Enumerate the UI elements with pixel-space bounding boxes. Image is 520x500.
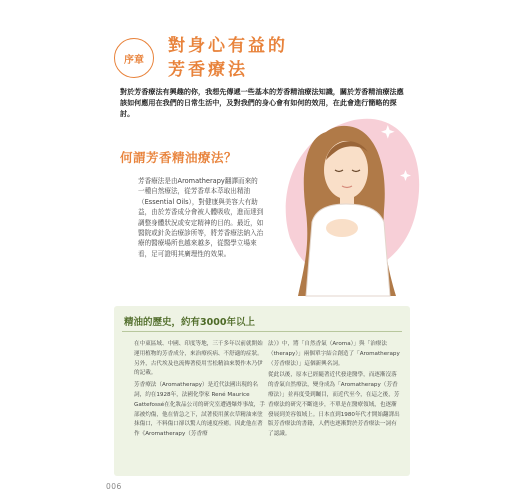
title-line-1: 對身心有益的	[168, 36, 288, 56]
intro-paragraph: 對於芳香療法有興趣的你，我想先傳遞一些基本的芳香精油療法知識，關於芳香精油療法應該如何應用在我們的日常生活中，及對我們的身心會有如何的效用，在此會進行簡略的探討。	[120, 87, 404, 119]
history-box	[114, 306, 410, 476]
history-column-left	[134, 340, 266, 442]
title-line-2: 芳香療法	[168, 60, 248, 80]
section-body: 芳香療法是由Aromatherapy翻譯而來的一種自然療法，從芳香草本萃取出精油（Essential Oils），對健康與美容大有助益，由於芳香成分會被人體吸收，進而達到調整身體狀況或安定精神的目的。最近，如醫院或針灸治療診所等，將芳香療法納入治療的醫療場所也越來越多，從醫學立場來看，足可證明其廣理性的效果。	[138, 177, 264, 258]
chapter-label: 序章	[124, 54, 144, 66]
history-paragraph: 法）》中，將「自然香氣（Aroma）」與「治療法（therapy）」兩個單字結合創造了「Aromatherapy（芳香療法）」這個新興名詞。	[268, 341, 400, 367]
woman-illustration	[268, 100, 428, 300]
hands-shape	[326, 219, 358, 237]
history-paragraph: 在中東區域、中國、印度等地，三千多年以前就開始運用植物的芳香成分，來治療疾病、不舒適的症狀。另外，古代埃及也流傳著使用雪松精油來製作木乃伊的記載。	[134, 341, 263, 377]
history-paragraph: 從此以後，原本已經隨著近代發達醫學，而逐漸沒落的香氣自然療法，變身成為「Aromatherapy（芳香療法）」並再度受到矚目，而近代至今，在這之後，芳香療法的研究不斷進步，不單是在醫療領域，也逐漸發展到美容領域上。日本直到1980年代才開始翻譯出版芳香療法的書籍，人們也逐漸對於芳香療法一詞有了認識。	[268, 372, 400, 438]
section-heading: 何謂芳香精油療法？	[120, 150, 238, 165]
sparkle-icon	[369, 109, 377, 117]
page-number: 006	[106, 482, 122, 491]
page-title	[168, 34, 288, 82]
chapter-badge	[114, 38, 154, 78]
history-paragraph: 芳香療法（Aromatherapy）是近代法國出現的名詞，約在1928年，法國化學家 René Maurice Gattefossé在化妝品公司的研究室遭遇爆炸事故，手部被灼傷，他在情急之下，試著使用薰衣草精油來塗抹傷口，不料傷口卻以驚人的速度痊癒。因此他在著作《Aromatherapy（芳香療	[134, 382, 265, 438]
history-column-right	[268, 340, 400, 442]
face-shape	[324, 141, 368, 199]
blouse-shape	[306, 204, 390, 296]
history-title: 精油的歷史，約有3000年以上	[124, 317, 255, 328]
history-divider	[122, 331, 402, 332]
